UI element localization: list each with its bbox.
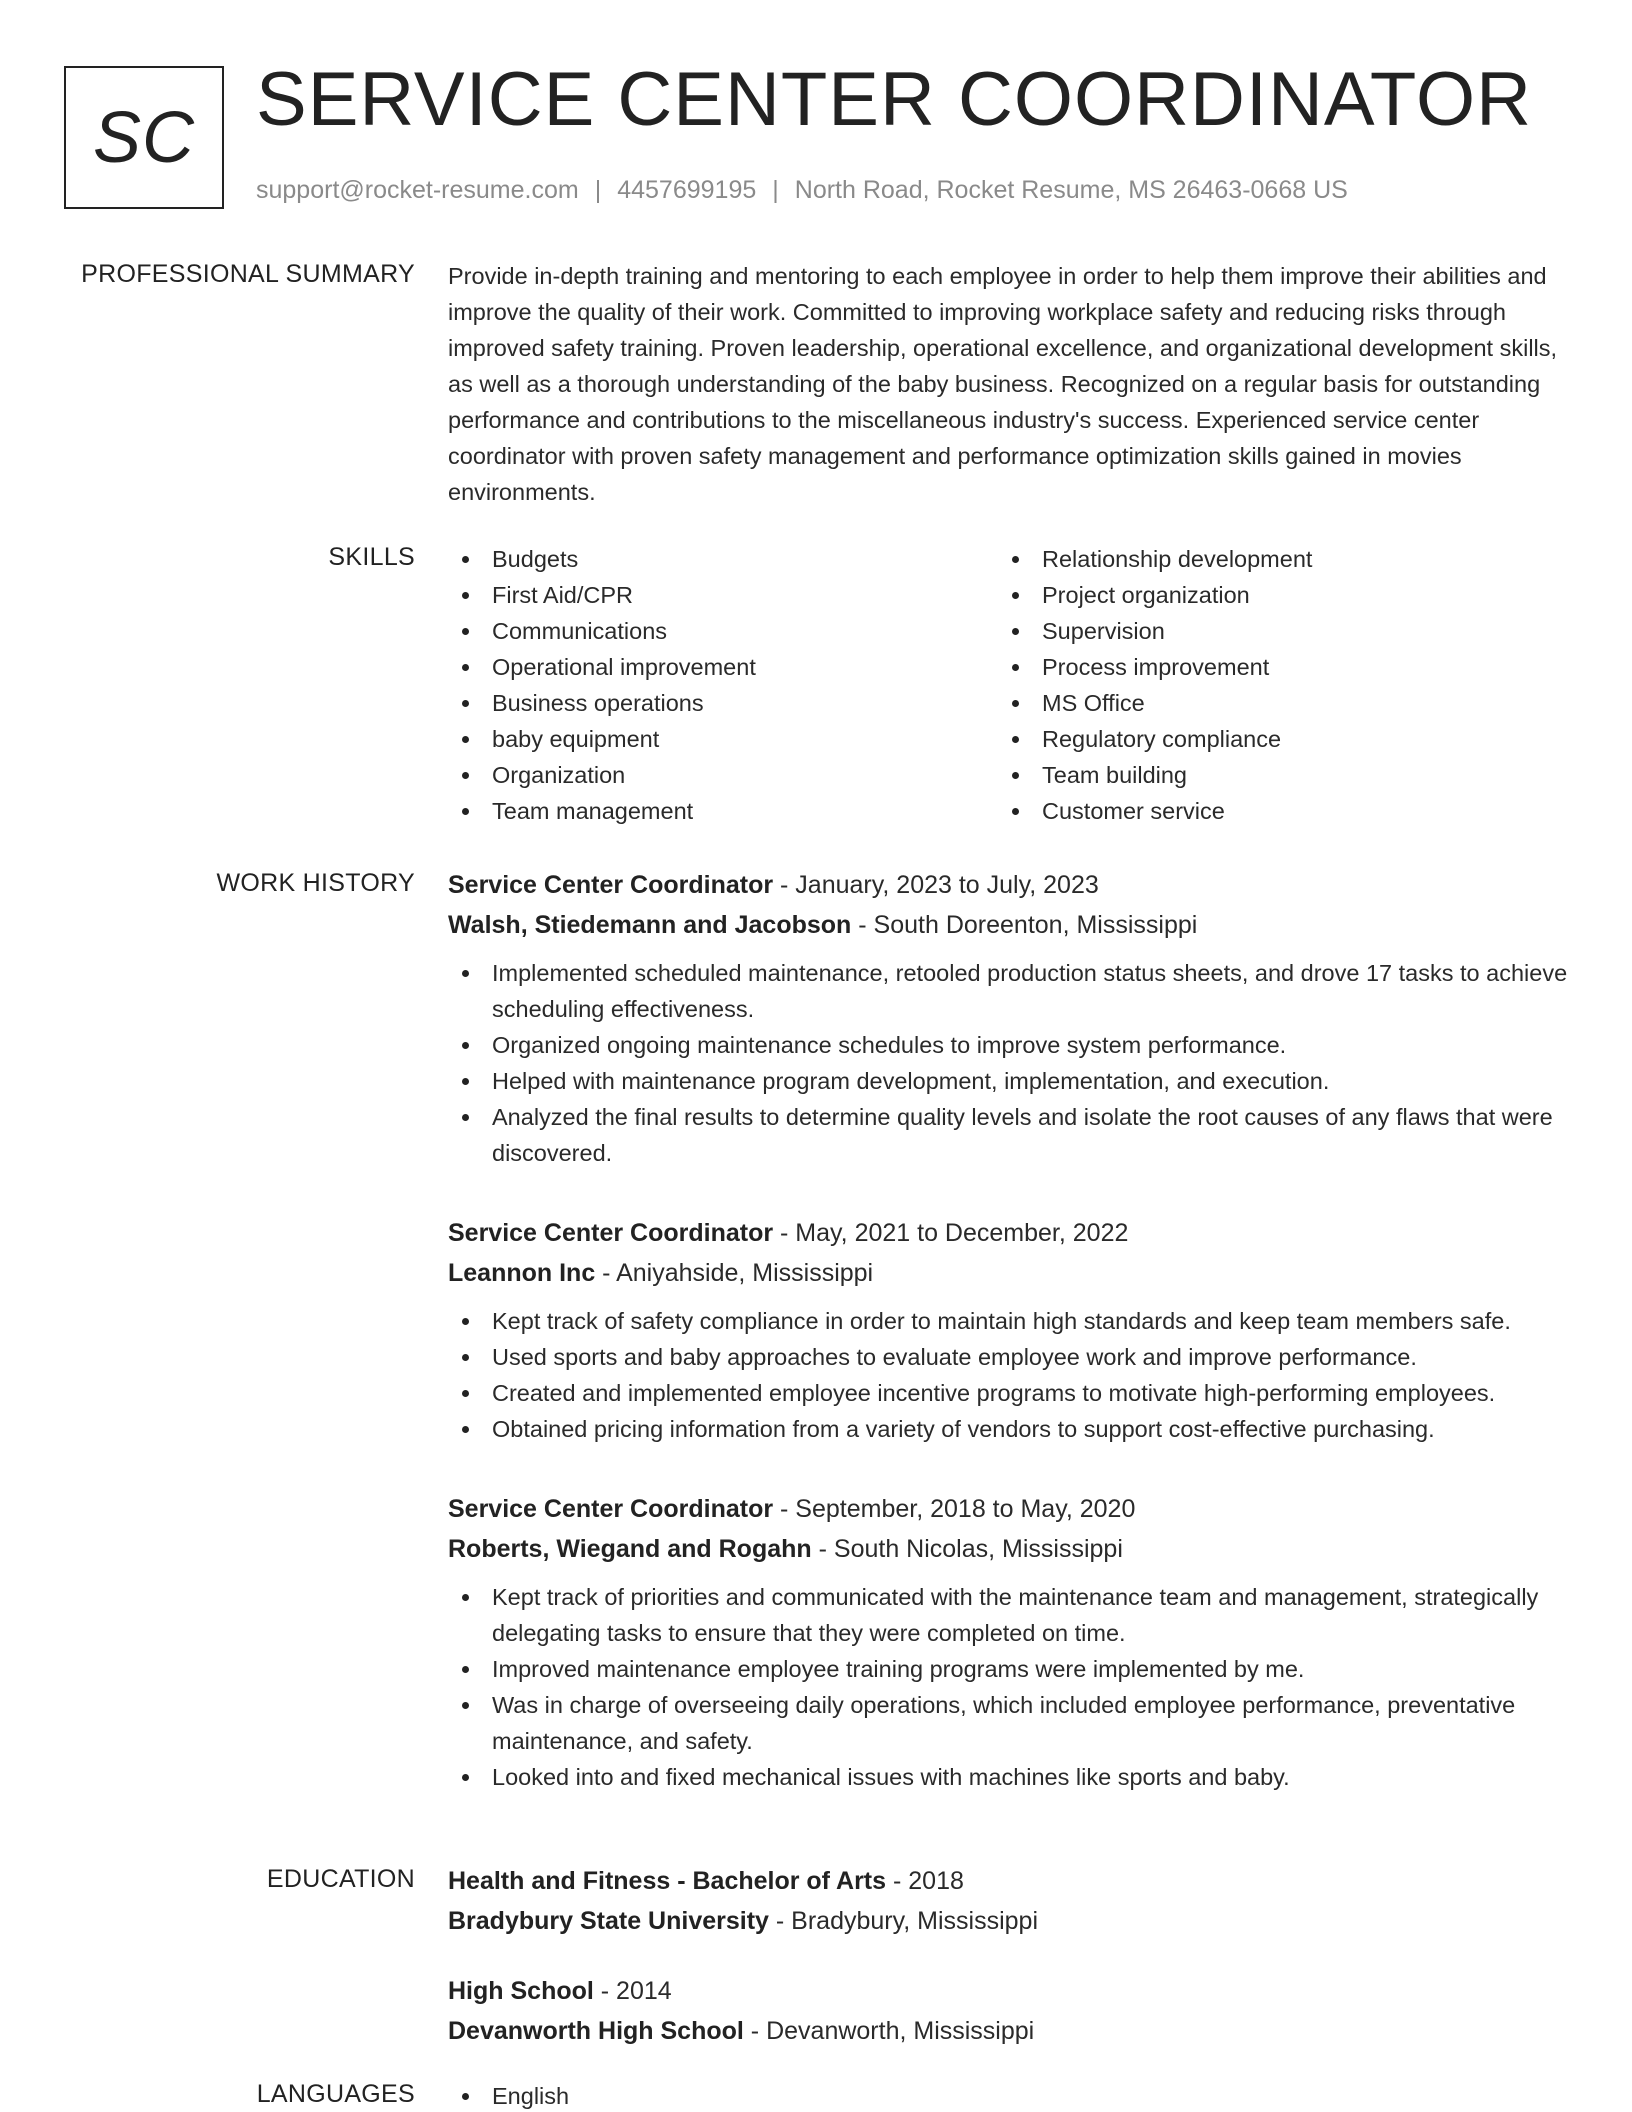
skill-item: Customer service (998, 793, 1548, 829)
contact-separator: | (772, 176, 779, 204)
job-role: Service Center Coordinator (448, 1219, 774, 1247)
school-line (448, 2011, 1568, 2051)
skill-item: Process improvement (998, 649, 1548, 685)
job-title-line (448, 1213, 1568, 1253)
job-entry (448, 865, 1568, 1171)
skills-column-right (998, 541, 1548, 829)
job-bullet: Kept track of safety compliance in order to maintain high standards and keep team members safe. (448, 1303, 1568, 1339)
job-company-line (448, 1253, 1568, 1293)
job-bullet: Kept track of priorities and communicated with the maintenance team and management, strategically delegating tasks to ensure that they were completed on time. (448, 1579, 1568, 1651)
skill-item: Relationship development (998, 541, 1548, 577)
skill-item: First Aid/CPR (448, 577, 998, 613)
job-bullet: Helped with maintenance program development, implementation, and execution. (448, 1063, 1568, 1099)
section-title: SKILLS (328, 543, 415, 571)
skill-item: Communications (448, 613, 998, 649)
degree: High School (448, 1977, 594, 2005)
section-title: PROFESSIONAL SUMMARY (81, 260, 415, 288)
job-role: Service Center Coordinator (448, 871, 774, 899)
contact-separator: | (594, 176, 602, 204)
job-location: - South Doreenton, Mississippi (851, 911, 1198, 939)
job-bullets (448, 1579, 1568, 1795)
job-dates: - January, 2023 to July, 2023 (773, 871, 1099, 899)
education-entry (448, 1971, 1568, 2051)
skill-item: Budgets (448, 541, 998, 577)
section-title: WORK HISTORY (216, 869, 415, 897)
job-bullet: Used sports and baby approaches to evaluate employee work and improve performance. (448, 1339, 1568, 1375)
skill-item: Team management (448, 793, 998, 829)
education-entry (448, 1861, 1568, 1941)
skills-grid (448, 541, 1568, 829)
skill-item: Supervision (998, 613, 1548, 649)
skill-item: Business operations (448, 685, 998, 721)
languages-body (448, 2078, 1568, 2112)
degree: Health and Fitness - Bachelor of Arts (448, 1867, 887, 1895)
skills-column-left (448, 541, 998, 829)
education-body (448, 1861, 1568, 2051)
job-title-line (448, 1489, 1568, 1529)
job-bullet: Was in charge of overseeing daily operations, which included employee performance, preventative maintenance, and safety. (448, 1687, 1568, 1759)
job-company: Walsh, Stiedemann and Jacobson (448, 911, 852, 939)
summary-text: Provide in-depth training and mentoring to each employee in order to help them improve their abilities and improve the quality of their work. Committed to improving workplace safety and reducing risks through improved safety training. Proven leadership, operational excellence, and organizational development skills, as well as a thorough understanding of the baby business. Recognized on a regular basis for outstanding performance and contributions to the miscellaneous industry's success. Experienced service center coordinator with proven safety management and performance optimization skills gained in movies environments. (448, 263, 1558, 505)
job-bullet: Looked into and fixed mechanical issues with machines like sports and baby. (448, 1759, 1568, 1795)
languages-list (448, 2078, 1568, 2112)
skill-item: Organization (448, 757, 998, 793)
job-title-line (448, 865, 1568, 905)
job-role: Service Center Coordinator (448, 1495, 774, 1523)
contact-line (256, 176, 1348, 205)
job-bullet: Analyzed the final results to determine quality levels and isolate the root causes of any flaws that were discovered. (448, 1099, 1568, 1171)
contact-address: North Road, Rocket Resume, MS 26463-0668 US (794, 176, 1348, 204)
skill-item: Project organization (998, 577, 1548, 613)
degree-year: - 2014 (593, 1977, 672, 2005)
degree-line (448, 1971, 1568, 2011)
job-dates: - September, 2018 to May, 2020 (773, 1495, 1136, 1523)
school-line (448, 1901, 1568, 1941)
job-location: - South Nicolas, Mississippi (811, 1535, 1123, 1563)
school: Devanworth High School (448, 2017, 744, 2045)
job-company: Roberts, Wiegand and Rogahn (448, 1535, 812, 1563)
job-bullets (448, 955, 1568, 1171)
skill-item: baby equipment (448, 721, 998, 757)
job-bullet: Obtained pricing information from a variety of vendors to support cost-effective purchasing. (448, 1411, 1568, 1447)
contact-email[interactable]: support@rocket-resume.com (256, 176, 579, 204)
degree-line (448, 1861, 1568, 1901)
skill-item: MS Office (998, 685, 1548, 721)
degree-year: - 2018 (886, 1867, 964, 1895)
job-company: Leannon Inc (448, 1259, 596, 1287)
resume-title: SERVICE CENTER COORDINATOR (256, 57, 1532, 142)
job-entry (448, 1213, 1568, 1447)
school-location: - Devanworth, Mississippi (743, 2017, 1035, 2045)
section-title: EDUCATION (266, 1865, 415, 1893)
section-title: LANGUAGES (256, 2080, 415, 2108)
job-dates: - May, 2021 to December, 2022 (773, 1219, 1129, 1247)
skill-item: Team building (998, 757, 1548, 793)
job-bullets (448, 1303, 1568, 1447)
work-history-body (448, 865, 1568, 1795)
job-bullet: Organized ongoing maintenance schedules to improve system performance. (448, 1027, 1568, 1063)
job-bullet: Created and implemented employee incentive programs to motivate high-performing employees. (448, 1375, 1568, 1411)
job-bullet: Implemented scheduled maintenance, retooled production status sheets, and drove 17 tasks to achieve scheduling effectiveness. (448, 955, 1568, 1027)
school-location: - Bradybury, Mississippi (768, 1907, 1038, 1935)
contact-phone[interactable]: 4457699195 (617, 176, 757, 204)
skill-item: Regulatory compliance (998, 721, 1548, 757)
monogram-initials: SC (92, 97, 196, 178)
job-bullet: Improved maintenance employee training programs were implemented by me. (448, 1651, 1568, 1687)
job-company-line (448, 905, 1568, 945)
skill-item: Operational improvement (448, 649, 998, 685)
language-item: English (448, 2078, 1568, 2112)
job-location: - Aniyahside, Mississippi (595, 1259, 874, 1287)
job-entry (448, 1489, 1568, 1795)
job-company-line (448, 1529, 1568, 1569)
school: Bradybury State University (448, 1907, 769, 1935)
monogram-box (64, 66, 224, 209)
